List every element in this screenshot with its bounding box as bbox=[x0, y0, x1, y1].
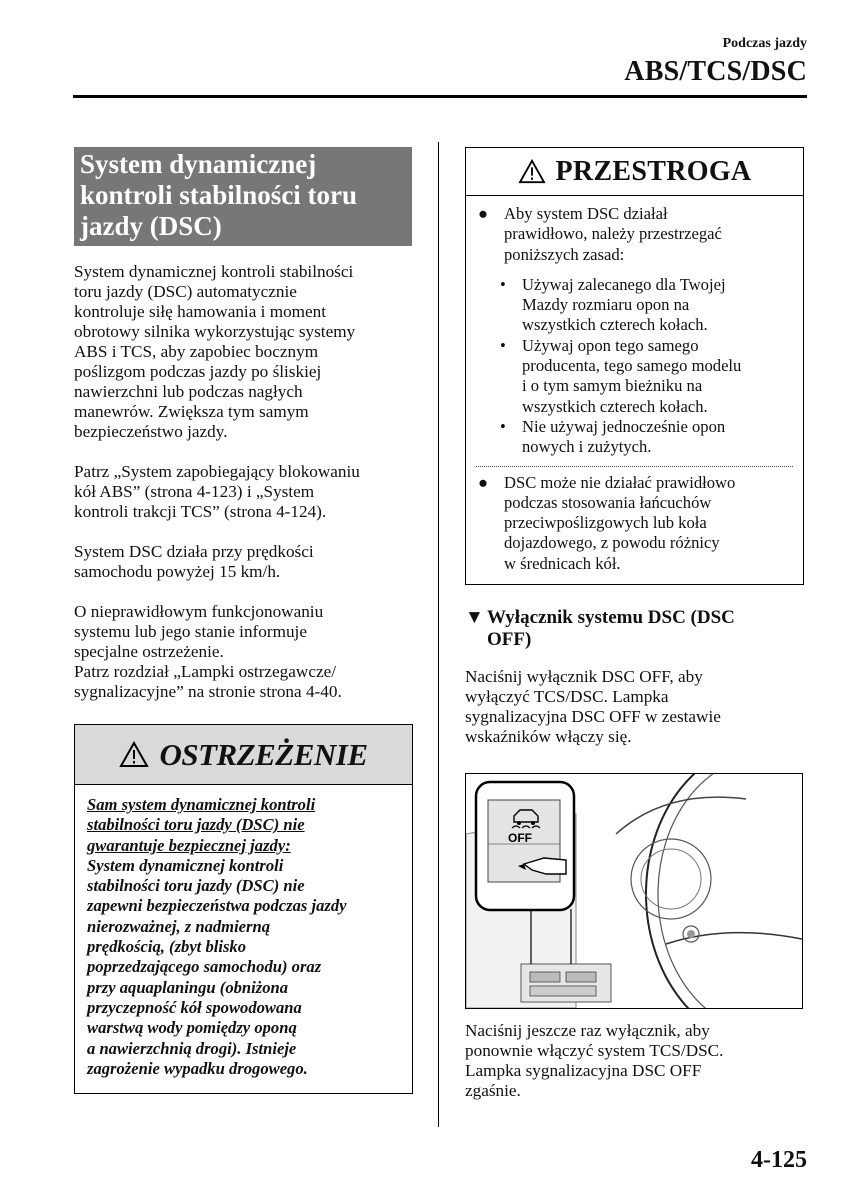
caution-body bbox=[466, 196, 803, 584]
dashboard-drawing bbox=[466, 774, 802, 1008]
warning-text: System dynamicznej kontroli stabilności toru jazdy (DSC) nie zapewni bezpieczeństwa podczas jazdy nierozważnej, z nadmierną prędkością, (zbyt blisko poprzedzającego samochodu) oraz przy aquaplaningu (obniżona przyczepność kół spowodowana warstwą wody pomiędzy oponą a nawierzchnią drogi). Istnieje zagrożenie wypadku drogowego. bbox=[87, 855, 347, 1078]
warning-body bbox=[75, 785, 412, 1093]
caution-bullet: ● Aby system DSC działał prawidłowo, należy przestrzegać poniższych zasad: bbox=[478, 204, 722, 264]
warning-box bbox=[74, 724, 413, 1094]
paragraph-intro: System dynamicznej kontroli stabilności toru jazdy (DSC) automatycznie kontroluje siłę hamowania i moment obrotowy silnika wykorzystując systemy ABS i TCS, aby zapobiec bocznym poślizgom podczas jazdy po śliskiej nawierzchni lub podczas nagłych manewrów. Zwiększa tym samym bezpieczeństwo jazdy. bbox=[74, 262, 356, 441]
caution-sub-bullet: • Używaj opon tego samego producenta, tego samego modelu i o tym samym bieżniku na wszystkich czterech kołach. bbox=[500, 335, 742, 416]
caution-header bbox=[466, 148, 803, 196]
dsc-section-heading: System dynamicznej kontroli stabilności toru jazdy (DSC) bbox=[74, 147, 412, 246]
section-label: Podczas jazdy bbox=[722, 36, 807, 51]
right-column bbox=[465, 147, 805, 1101]
left-column bbox=[74, 147, 414, 1094]
divider bbox=[476, 466, 793, 467]
paragraph-references: Patrz „System zapobiegający blokowaniu kół ABS” (strona 4-123) i „System kontroli trakcji TCS” (strona 4-124). bbox=[74, 462, 360, 521]
off-label: OFF bbox=[508, 831, 532, 846]
warning-lead: Sam system dynamicznej kontroli stabilności toru jazdy (DSC) nie gwarantuje bezpiecznej jazdy: bbox=[87, 795, 316, 855]
bullet-icon: ● bbox=[478, 472, 489, 492]
dsc-off-switch-heading: ▼ Wyłącznik systemu DSC (DSC OFF) bbox=[465, 607, 735, 651]
warning-title: OSTRZEŻENIE bbox=[159, 736, 368, 772]
bullet-icon: ● bbox=[478, 204, 489, 223]
dsc-off-instructions: Naciśnij wyłącznik DSC OFF, aby wyłączyć TCS/DSC. Lampka sygnalizacyjna DSC OFF w zestawie wskaźników włączy się. bbox=[465, 667, 721, 747]
caution-title: PRZESTROGA bbox=[555, 155, 752, 187]
warning-triangle-icon bbox=[119, 741, 149, 768]
caution-bullet: ● DSC może nie działać prawidłowo podczas stosowania łańcuchów przeciwpoślizgowych lub koła dojazdowego, z powodu różnicy w średnicach kół. bbox=[478, 472, 736, 573]
paragraph-warning-light: O nieprawidłowym funkcjonowaniu systemu lub jego stanie informuje specjalne ostrzeżenie. Patrz rozdział „Lampki ostrzegawcze/ sygnalizacyjne” na stronie strona 4-40. bbox=[74, 602, 342, 701]
caution-box bbox=[465, 147, 804, 585]
header-rule bbox=[73, 95, 807, 98]
dsc-description bbox=[74, 262, 414, 702]
warning-triangle-icon bbox=[518, 159, 546, 184]
warning-header bbox=[75, 725, 412, 785]
triangle-down-icon: ▼ bbox=[465, 607, 484, 629]
caution-sub-bullet: • Nie używaj jednocześnie opon nowych i zużytych. bbox=[500, 416, 726, 457]
page-title: ABS/TCS/DSC bbox=[624, 56, 807, 87]
page-number: 4-125 bbox=[751, 1147, 807, 1173]
paragraph-speed: System DSC działa przy prędkości samochodu powyżej 15 km/h. bbox=[74, 542, 314, 581]
column-divider bbox=[438, 142, 439, 1127]
dsc-on-instructions: Naciśnij jeszcze raz wyłącznik, aby ponownie włączyć system TCS/DSC. Lampka sygnalizacyjna DSC OFF zgaśnie. bbox=[465, 1021, 724, 1101]
caution-sub-bullet: • Używaj zalecanego dla Twojej Mazdy rozmiaru opon na wszystkich czterech kołach. bbox=[500, 274, 726, 335]
dashboard-illustration bbox=[465, 773, 803, 1009]
